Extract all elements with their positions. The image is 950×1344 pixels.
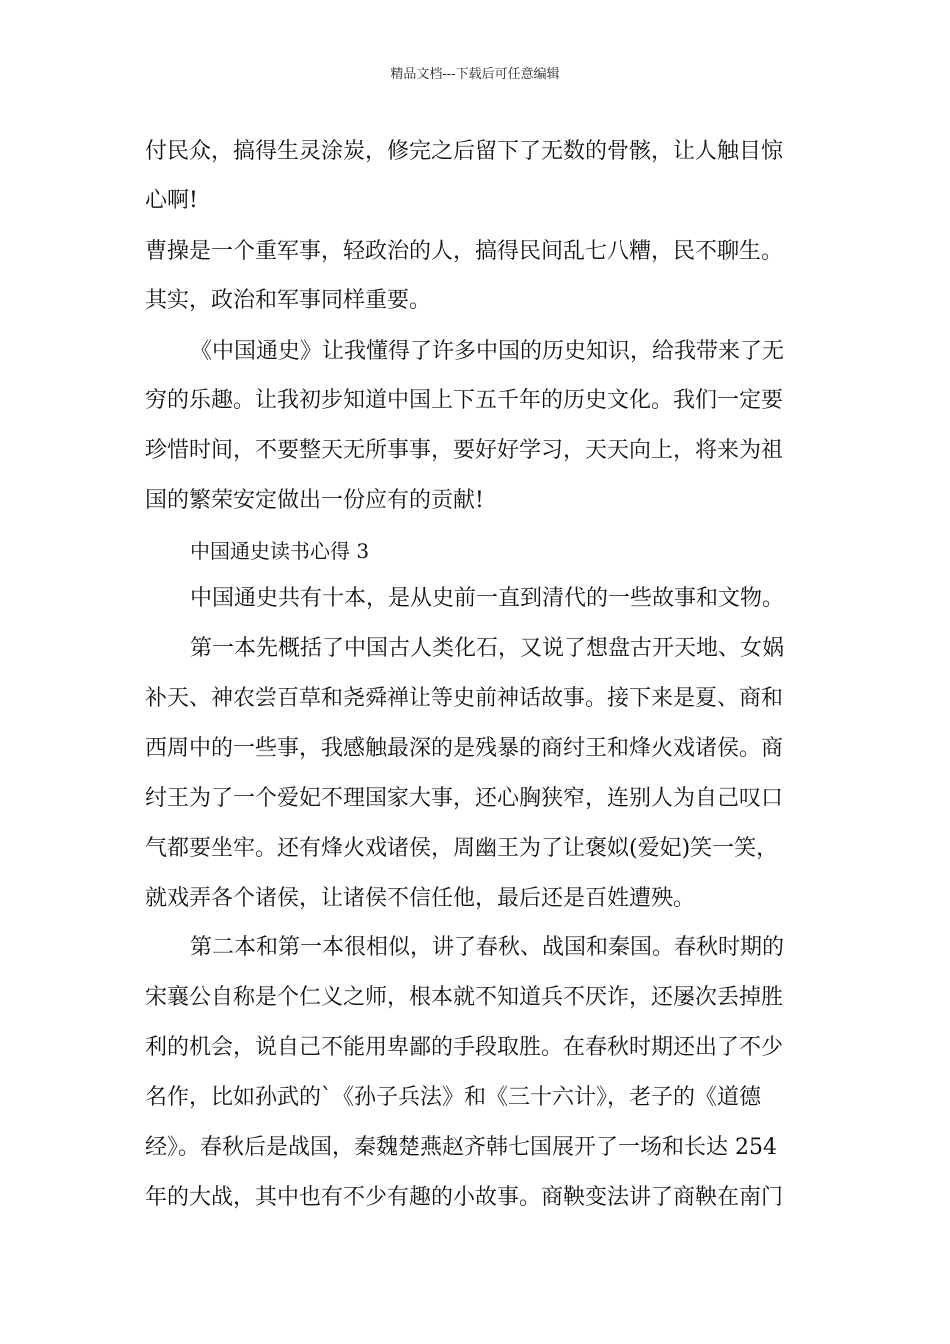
text-line: 《中国通史》让我懂得了许多中国的历史知识，给我带来了无	[190, 339, 785, 364]
text-line: 付民众，搞得生灵涂炭，修完之后留下了无数的骨骸，让人触目惊	[145, 139, 784, 164]
text-line: 曹操是一个重军事，轻政治的人，搞得民间乱七八糟，民不聊生。	[145, 239, 784, 264]
page-header: 精品文档---下载后可任意编辑	[390, 67, 560, 82]
text-line: 宋襄公自称是个仁义之师，根本就不知道兵不厌诈，还屡次丢掉胜	[145, 985, 784, 1010]
text-line: 其实，政治和军事同样重要。	[145, 288, 432, 313]
text-line: 就戏弄各个诸侯，让诸侯不信任他，最后还是百姓遭殃。	[145, 886, 696, 911]
text-line: 西周中的一些事，我感触最深的是残暴的商纣王和烽火戏诸侯。商	[145, 736, 784, 761]
text-line: 穷的乐趣。让我初步知道中国上下五千年的历史文化。我们一定要	[145, 388, 784, 413]
text-line: 利的机会，说自己不能用卑鄙的手段取胜。在春秋时期还出了不少	[145, 1035, 784, 1060]
text-line: 心啊!	[145, 188, 198, 213]
text-line: 第二本和第一本很相似，讲了春秋、战国和秦国。春秋时期的	[190, 935, 785, 960]
text-line: 名作，比如孙武的`《孙子兵法》和《三十六计》，老子的《道德	[145, 1085, 762, 1110]
text-line: 经》。春秋后是战国，秦魏楚燕赵齐韩七国展开了一场和长达 254	[145, 1135, 777, 1160]
section-heading: 中国通史读书心得 3	[190, 539, 370, 563]
text-line: 中国通史共有十本，是从史前一直到清代的一些故事和文物。	[190, 586, 785, 611]
text-line: 气都要坐牢。还有烽火戏诸侯，周幽王为了让褒姒(爱妃)笑一笑，	[145, 836, 779, 861]
text-line: 补天、神农尝百草和尧舜禅让等史前神话故事。接下来是夏、商和	[145, 686, 784, 711]
text-line: 纣王为了一个爱妃不理国家大事，还心胸狭窄，连别人为自己叹口	[145, 786, 784, 811]
text-line: 第一本先概括了中国古人类化石，又说了想盘古开天地、女娲	[190, 636, 785, 661]
text-line: 珍惜时间，不要整天无所事事，要好好学习，天天向上，将来为祖	[145, 438, 784, 463]
text-line: 年的大战，其中也有不少有趣的小故事。商鞅变法讲了商鞅在南门	[145, 1185, 784, 1210]
text-line: 国的繁荣安定做出一份应有的贡献!	[145, 488, 484, 513]
